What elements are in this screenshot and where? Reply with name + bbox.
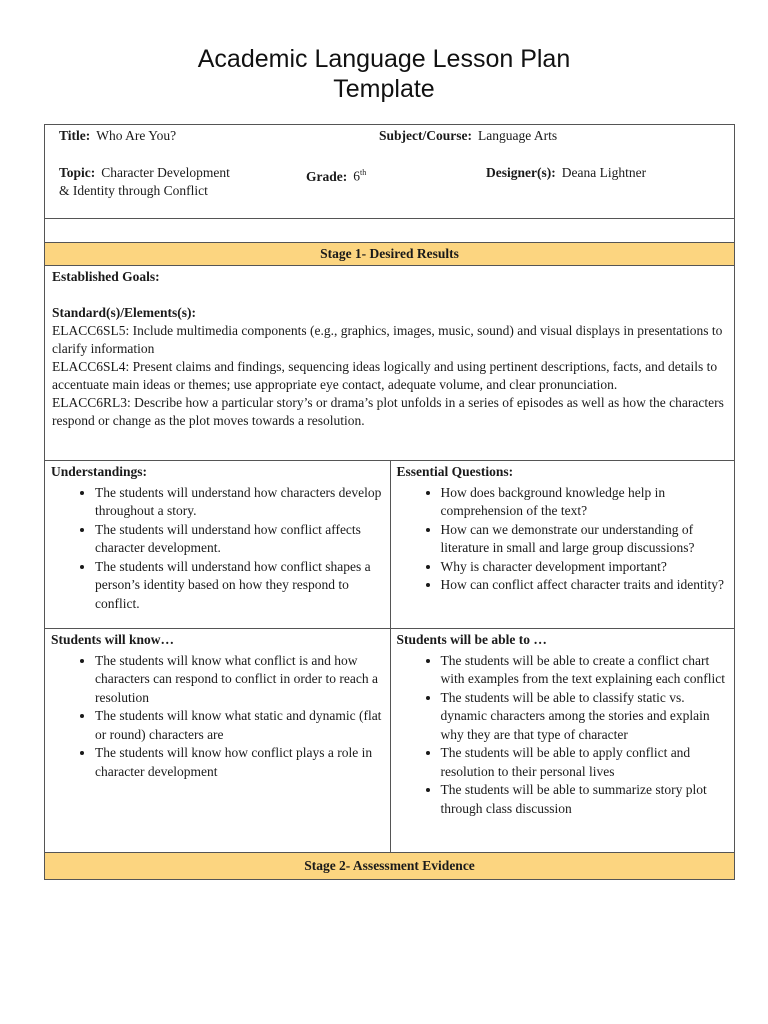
goals-label: Established Goals: xyxy=(52,269,160,284)
title-value: Who Are You? xyxy=(96,128,177,143)
topic-field xyxy=(59,164,230,200)
designer-value: Deana Lightner xyxy=(561,165,647,180)
title-label: Title: xyxy=(59,128,91,143)
list-item: • The students will know what conflict is and how characters can respond to conflict in order to reach a resolution xyxy=(95,652,384,708)
list-item: • The students will know how conflict plays a role in character development xyxy=(95,744,384,781)
document-title-line-2: Template xyxy=(333,75,435,103)
blank-row xyxy=(45,218,734,242)
list-item: • The students will understand how conflict shapes a person’s identity based on how they respond to conflict. xyxy=(95,558,384,614)
subject-label: Subject/Course: xyxy=(379,128,472,143)
topic-value-line-1: Character Development xyxy=(101,165,230,180)
grade-value: 6 xyxy=(353,168,360,184)
list-item: • The students will be able to create a conflict chart with examples from the text explaining each conflict xyxy=(441,652,729,689)
questions-label: Essential Questions: xyxy=(396,464,514,479)
grade-field xyxy=(306,164,366,186)
understandings-list xyxy=(51,484,384,614)
list-item: • The students will understand how conflict affects character development. xyxy=(95,521,384,558)
questions-list xyxy=(397,484,729,595)
able-list xyxy=(397,652,729,819)
know-able-row xyxy=(45,628,734,852)
lesson-plan-table xyxy=(44,124,735,880)
list-item: • The students will be able to classify static vs. dynamic characters among the stories and explain why they are that type of character xyxy=(441,689,729,745)
document-title-line-1: Academic Language Lesson Plan xyxy=(197,45,571,73)
students-able-to-cell xyxy=(390,629,735,852)
list-item: • How does background knowledge help in comprehension of the text? xyxy=(441,484,729,521)
subject-field xyxy=(379,127,557,145)
able-label: Students will be able to … xyxy=(396,632,547,647)
understandings-label: Understandings: xyxy=(51,464,148,479)
standard-item: ELACC6SL5: Include multimedia components (e.g., graphics, images, music, sound) and visual displays in presentations to clarify information xyxy=(52,323,723,356)
list-item: • How can conflict affect character traits and identity? xyxy=(441,576,729,595)
understandings-questions-row xyxy=(45,460,734,628)
lesson-header xyxy=(45,125,734,218)
list-item: • The students will understand how characters develop throughout a story. xyxy=(95,484,384,521)
topic-value-line-2: & Identity through Conflict xyxy=(59,183,208,198)
grade-suffix: th xyxy=(360,168,367,177)
students-will-know-cell xyxy=(45,629,390,852)
list-item: • Why is character development important? xyxy=(441,558,729,577)
know-list xyxy=(51,652,384,782)
designer-field xyxy=(486,164,646,182)
stage1-heading: Stage 1- Desired Results xyxy=(45,242,734,265)
list-item: • The students will know what static and dynamic (flat or round) characters are xyxy=(95,707,384,744)
understandings-cell xyxy=(45,461,390,628)
document-title xyxy=(0,44,768,104)
know-label: Students will know… xyxy=(51,632,175,647)
designer-label: Designer(s): xyxy=(486,165,556,180)
list-item: • The students will be able to apply conflict and resolution to their personal lives xyxy=(441,744,729,781)
grade-label: Grade: xyxy=(306,168,348,184)
subject-value: Language Arts xyxy=(478,128,558,143)
established-goals-section xyxy=(45,265,734,460)
stage2-heading: Stage 2- Assessment Evidence xyxy=(45,852,734,879)
topic-label: Topic: xyxy=(59,165,96,180)
title-field xyxy=(59,127,176,145)
list-item: • How can we demonstrate our understanding of literature in small and large group discussions? xyxy=(441,521,729,558)
standards-label: Standard(s)/Elements(s): xyxy=(52,305,196,320)
essential-questions-cell xyxy=(390,461,735,628)
list-item: • The students will be able to summarize story plot through class discussion xyxy=(441,781,729,818)
standard-item: ELACC6SL4: Present claims and findings, sequencing ideas logically and using pertinent descriptions, facts, and details to accentuate main ideas or themes; use appropriate eye contact, adequate volume, and clear pronunciation. xyxy=(52,359,718,392)
standard-item: ELACC6RL3: Describe how a particular story’s or drama’s plot unfolds in a series of episodes as well as how the characters respond or change as the plot moves towards a resolution. xyxy=(52,395,724,428)
